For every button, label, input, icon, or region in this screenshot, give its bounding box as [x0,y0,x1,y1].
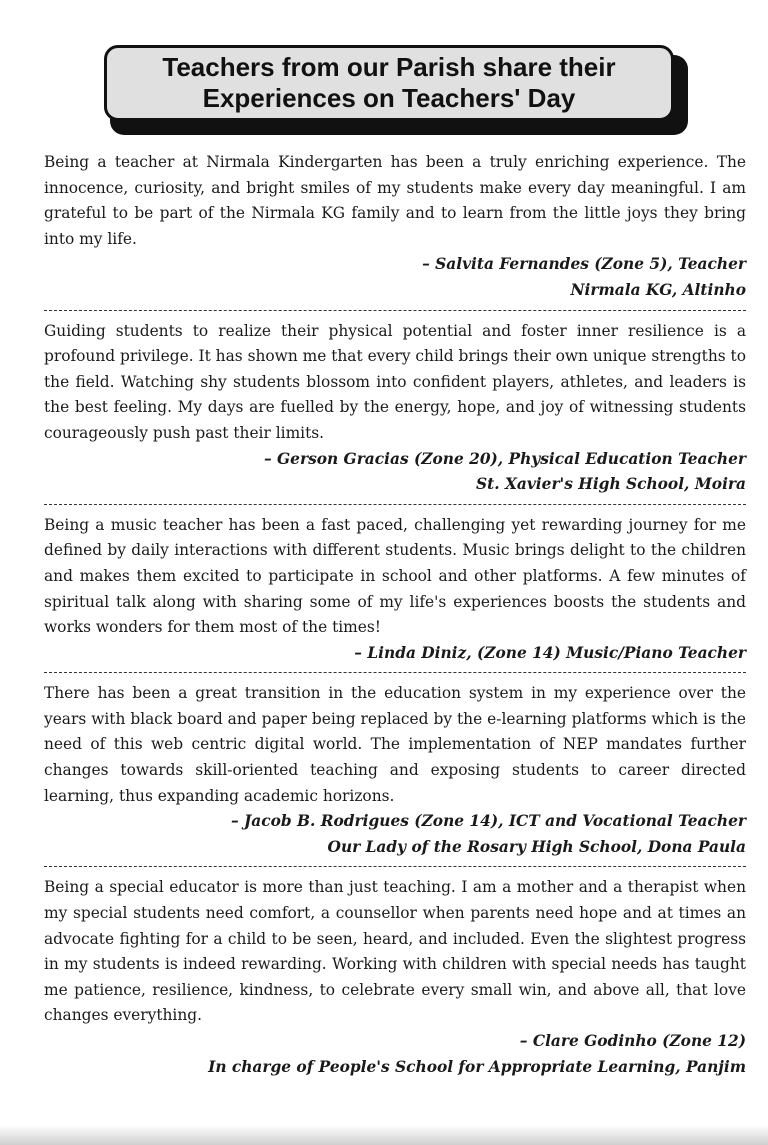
testimonial-school: Our Lady of the Rosary High School, Dona Paula [327,837,746,856]
testimonial-3 [44,513,746,667]
page-title [162,52,615,114]
testimonials [44,150,746,1080]
testimonial-5 [44,875,746,1080]
testimonial-author: – Jacob B. Rodrigues (Zone 14), ICT and Vocational Teacher [230,812,746,831]
dashed-divider [44,672,746,673]
page-title-line-1: Teachers from our Parish share their [162,52,616,82]
testimonial-school: St. Xavier's High School, Moira [476,475,746,494]
testimonial-text: Being a teacher at Nirmala Kindergarten has been a truly enriching experience. The innocence, curiosity, and bright smiles of my students make every day meaningful. I am grateful to be part of the Nirmala KG family and to learn from the little joys they bring into my life. [44,153,746,248]
testimonial-author: – Salvita Fernandes (Zone 5), Teacher [422,255,746,274]
testimonial-text: Being a music teacher has been a fast paced, challenging yet rewarding journey for me defined by daily interactions with different students. Music brings delight to the children and makes them excited to participate in school and other platforms. A few minutes of spiritual talk along with sharing some of my life's experiences boosts the students and works wonders for them most of the times! [44,515,746,637]
testimonial-text: Guiding students to realize their physical potential and foster inner resilience is a profound privilege. It has shown me that every child brings their own unique strengths to the field. Watching shy students blossom into confident players, athletes, and leaders is the best feeling. My days are fuelled by the energy, hope, and joy of witnessing students courageously push past their limits. [44,321,747,442]
dashed-divider [44,866,746,867]
bottom-decoration [0,1125,768,1145]
testimonial-author: – Gerson Gracias (Zone 20), Physical Education Teacher [263,449,746,468]
testimonial-text: There has been a great transition in the education system in my experience over the years with black board and paper being replaced by the e-learning platforms which is the need of this web centric digital world. The implementation of NEP mandates further changes towards skill-oriented teaching and exposing students to career directed learning, thus expanding academic horizons. [44,684,746,805]
testimonial-school: Nirmala KG, Altinho [570,280,746,299]
testimonial-school: In charge of People's School for Appropriate Learning, Panjim [208,1057,746,1076]
testimonial-4 [44,681,746,860]
testimonial-2 [44,319,746,498]
testimonial-author: – Clare Godinho (Zone 12) [519,1032,746,1050]
testimonial-1 [44,150,746,304]
title-box [104,45,674,121]
dashed-divider [44,504,746,505]
testimonial-text: Being a special educator is more than just teaching. I am a mother and a therapist when my special students need comfort, a counsellor when parents need hope and at times an advocate fighting for a child to be seen, heard, and included. Even the slightest progress in my students is indeed rewarding. Working with children with special needs has taught me patience, resilience, kindness, to celebrate every small win, and above all, that love changes everything. [44,878,746,1025]
title-banner [104,45,688,135]
testimonial-author: – Linda Diniz, (Zone 14) Music/Piano Teacher [354,643,746,662]
page-title-line-2: Experiences on Teachers' Day [202,83,576,113]
dashed-divider [44,310,746,311]
